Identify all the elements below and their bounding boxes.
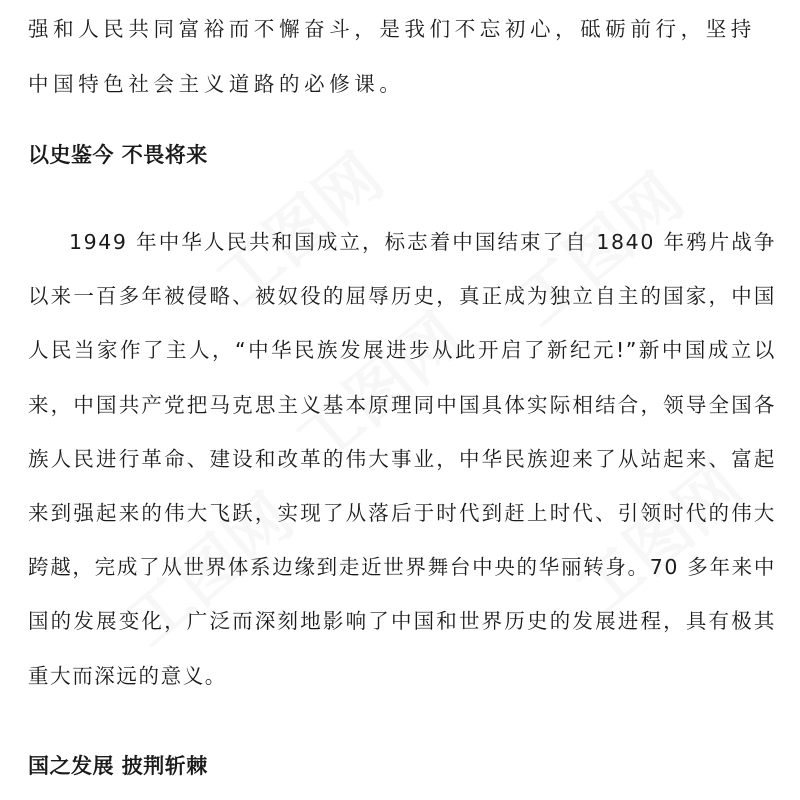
watermark-logo: 工图网 [112, 480, 308, 661]
watermark-logo: 工图网 [562, 450, 758, 631]
watermark-logo: 工图网 [202, 140, 398, 321]
watermark-logo: 工图网 [282, 300, 478, 481]
intro-paragraph: 强和人民共同富裕而不懈奋斗，是我们不忘初心，砥砺前行，坚持中国特色社会主义道路的必修课。 [28, 17, 756, 96]
section-heading-development: 国之发展 披荆斩棘 [28, 754, 208, 778]
watermark-logo: 工图网 [502, 160, 698, 341]
section-heading-history: 以史鉴今 不畏将来 [28, 143, 208, 167]
section-body-history: 1949 年中华人民共和国成立，标志着中国结束了自 1840 年鸦片战争以来一百多年被侵略、被奴役的屈辱历史，真正成为独立自主的国家，中国人民当家作了主人，“中华民族发展进步从此开启了新纪元!”新中国成立以来，中国共产党把马克思主义基本原理同中国具体实际相结合，领导全国各族人民进行革命、建设和改革的伟大事业，中华民族迎来了从站起来、富起来到强起来的伟大飞跃，实现了从落后于时代到赶上时代、引领时代的伟大跨越，完成了从世界体系边缘到走近世界舞台中央的华丽转身。70 多年来中国的发展变化，广泛而深刻地影响了中国和世界历史的发展进程，具有极其重大而深远的意义。 [28, 230, 776, 688]
